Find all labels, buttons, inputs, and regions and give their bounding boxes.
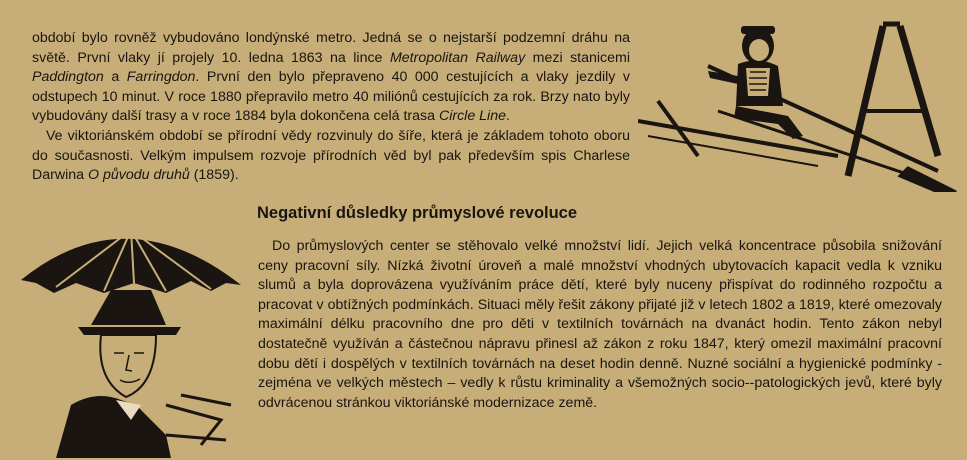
circle-line-name: Circle Line: [438, 108, 506, 125]
text-segment: období bylo rovněž vybudováno londýnské metro. Jedná se o nejstarší podzemní dráhu na světě. První vlaky jí projely 10. ledna 1863 na lince: [32, 30, 630, 66]
rowing-machine-illustration: [638, 6, 960, 192]
railway-name: Metropolitan Railway: [389, 49, 526, 66]
text-segment: . První den bylo přepraveno 40 000 cestujících a vlaky jezdily v odstupech 10 minut. V roce 1880 přepravilo metro 40 miliónů cestujících za rok. Brzy nato byly vybudovány další trasy a v roce 1884 byla dokončena celá trasa: [32, 69, 630, 125]
umbrella-hat-man-illustration: [16, 205, 246, 458]
text-segment: mezi stanicemi: [525, 49, 631, 66]
text-segment: a: [103, 69, 127, 86]
station-farringdon: Farringdon: [126, 69, 196, 86]
negative-text: Do průmyslových center se stěhovalo velké množství lidí. Jejich velká koncentrace působila snižování ceny pracovní síly. Nízká životní úroveň a malé množství vhodných ubytovacích kapacit vedla k vzniku slumů a byla doprovázena využíváním práce dětí, které byly nuceny přispívat do rodinného rozpočtu a pracovat v obtížných podmínkách. Situaci měly řešit zákony přijaté již v letech 1802 a 1819, které omezovaly maximální délku pracovního dne pro děti v textilních továrnách na dvanáct hodin. Tento zákon nebyl dostatečně využíván a částečnou nápravu přinesl až zákon z roku 1847, který omezil maximální pracovní dobu dětí i dospělých v textilních továrnách na deset hodin denně. Nuzné sociální a hygienické podmínky - zejména ve velkých městech – vedly k růstu kriminality a všemožných socio--patologických jevů, které byly odvrácenou stránkou viktoriánské modernizace země.: [258, 238, 942, 411]
science-text-end: (1859).: [189, 167, 239, 184]
science-text: Ve viktoriánském období se přírodní vědy rozvinuly do šíře, která je základem tohoto oboru do současnosti. Velkým impulsem rozvoje přírodních věd byl pak především spis Charlese Darwina: [32, 127, 630, 184]
negative-consequences-paragraph: [258, 237, 942, 413]
section-heading: Negativní důsledky průmyslové revoluce: [257, 204, 578, 222]
text-segment: .: [505, 108, 510, 125]
darwin-book-title: O původu druhů: [87, 167, 190, 184]
station-paddington: Paddington: [32, 69, 104, 86]
metro-paragraph: [32, 29, 630, 186]
